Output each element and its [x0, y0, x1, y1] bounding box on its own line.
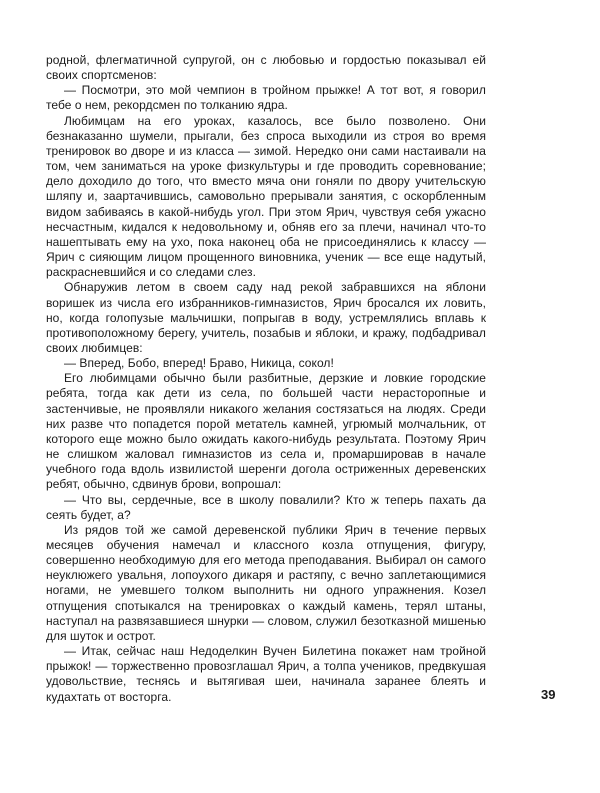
paragraph-4: Обнаружив летом в своем саду над рекой забравшихся на яблони воришек из числа его избранников-гимназистов, Ярич бросался их ловить, но, когда голопузые мальчишки, попрыгав в воду, устремлялись вплавь к противоположному берегу, учитель, позабыв и яблоки, и кражу, подбадривал своих любимцев:	[46, 280, 486, 355]
paragraph-6: Его любимцами обычно были разбитные, дерзкие и ловкие городские ребята, тогда как дети из села, по большей части нерасторопные и застенчивые, не проявляли никакого желания состязаться на людях. Среди них разве что попадется порой метатель камней, угрюмый молчальник, от которого еще можно было ожидать какого-нибудь результата. Поэтому Ярич не слишком жаловал гимназистов из села и, промаршировав в начале учебного года вдоль извилистой шеренги догола остриженных деревенских ребят, обычно, сдвинув брови, вопрошал:	[46, 371, 486, 492]
paragraph-8: Из рядов той же самой деревенской публики Ярич в течение первых месяцев обучения намечал и классного козла отпущения, фигуру, совершенно необходимую для его метода преподавания. Выбирал он самого неуклюжего увальня, лопоухого дикаря и растяпу, с вечно заплетающимися ногами, не умевшего толком выполнить ни одного упражнения. Козел отпущения спотыкался на тренировках о каждый камень, терял штаны, наступал на развязавшиеся шнурки — словом, служил безотказной мишенью для шуток и острот.	[46, 522, 486, 643]
paragraph-1: родной, флегматичной супругой, он с любовью и гордостью показывал ей своих спортсменов:	[46, 53, 486, 83]
page-body	[46, 53, 486, 705]
paragraph-7: — Что вы, сердечные, все в школу повалили? Кто ж теперь пахать да сеять будет, а?	[46, 492, 486, 522]
paragraph-2: — Посмотри, это мой чемпион в тройном прыжке! А тот вот, я говорил тебе о нем, рекордсмен по толканию ядра.	[46, 83, 486, 113]
paragraph-3: Любимцам на его уроках, казалось, все было позволено. Они безнаказанно шумели, прыгали, без спроса выходили из строя во время тренировок во дворе и из класса — зимой. Нередко они сами настаивали на том, чем заниматься на уроке физкультуры и где проводить соревнование; дело доходило до того, что вместо мяча они гоняли по двору учительскую шляпу и, заартачившись, самовольно прерывали занятия, с оскорбленным видом забиваясь в какой-нибудь угол. При этом Ярич, чувствуя себя ужасно несчастным, кидался к недовольному и, обняв его за плечи, начинал что-то нашептывать ему на ухо, пока наконец оба не присоединялись к классу — Ярич с сияющим лицом прощенного виновника, ученик — все еще надутый, раскрасневшийся и со следами слез.	[46, 113, 486, 280]
page-number: 39	[541, 687, 556, 702]
paragraph-5: — Вперед, Бобо, вперед! Браво, Никица, сокол!	[64, 356, 334, 371]
paragraph-9: — Итак, сейчас наш Недоделкин Вучен Билетина покажет нам тройной прыжок! — торжественно провозглашал Ярич, а толпа учеников, предвкушая удовольствие, теснясь и вытягивая шеи, начинала заранее блеять и кудахтать от восторга.	[46, 644, 486, 704]
